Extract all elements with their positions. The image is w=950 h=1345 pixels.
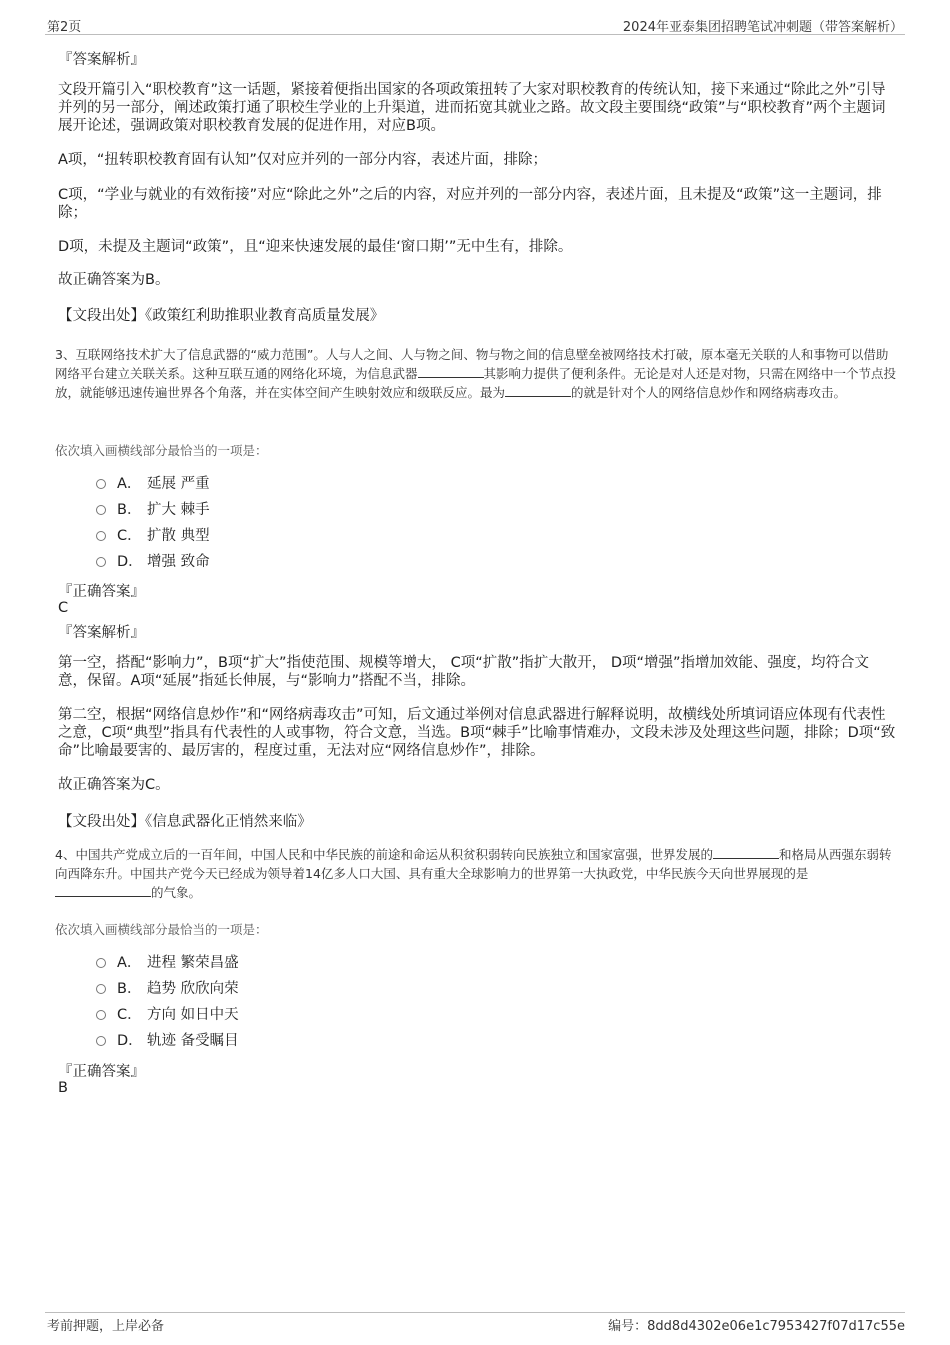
question-instruction: 依次填入画横线部分最恰当的一项是： [55, 922, 268, 937]
analysis-paragraph: A项，“扭转职校教育固有认知”仅对应并列的一部分内容，表述片面，排除； [58, 152, 547, 168]
option-a[interactable]: A． 进程 繁荣昌盛 [96, 953, 239, 973]
correct-answer-label: 『正确答案』 [58, 1064, 145, 1080]
option-d[interactable]: D． 增强 致命 [96, 552, 210, 572]
radio-icon[interactable] [96, 557, 106, 567]
analysis-paragraph: 文段开篇引入“职校教育”这一话题，紧接着便指出国家的各项政策扭转了大家对职校教育的传统认知，接下来通过“除此之外”引导并列的另一部分，阐述政策打通了职校生学业的上升渠道，进而拓宽其就业之路。故文段主要围绕“政策”与“职校教育”两个主题词展开论述，强调政策对职校教育发展的促进作用，对应B项。 [58, 82, 886, 134]
radio-icon[interactable] [96, 1036, 106, 1046]
footer-slogan: 考前押题，上岸必备 [47, 1319, 165, 1334]
option-b[interactable]: B． 趋势 欣欣向荣 [96, 979, 239, 999]
option-d[interactable]: D． 轨迹 备受瞩目 [96, 1031, 239, 1051]
option-a[interactable]: A． 延展 严重 [96, 474, 210, 494]
source-citation: 【文段出处】《信息武器化正悄然来临》 [58, 814, 312, 830]
analysis-paragraph: 第一空，搭配“影响力”，B项“扩大”指使范围、规模等增大， C项“扩散”指扩大散开， D项“增强”指增加效能、强度，均符合文意，保留。A项“延展”指延长伸展，与“影响力”搭配不当，排除。 [58, 655, 870, 689]
radio-icon[interactable] [96, 505, 106, 515]
answer-conclusion: 故正确答案为C。 [58, 777, 170, 793]
fill-blank [713, 846, 779, 859]
source-citation: 【文段出处】《政策红利助推职业教育高质量发展》 [58, 308, 385, 324]
document-id: 编号：8dd8d4302e06e1c7953427f07d17c55e [608, 1319, 905, 1334]
radio-icon[interactable] [96, 479, 106, 489]
analysis-paragraph: 第二空，根据“网络信息炒作”和“网络病毒攻击”可知，后文通过举例对信息武器进行解释说明，故横线处所填词语应体现有代表性之意，C项“典型”指具有代表性的人或事物，符合文意，当选。B项“棘手”比喻事情难办，文段未涉及处理这些问题，排除；D项“致命”比喻最要害的、最厉害的，程度过重，无法对应“网络信息炒作”，排除。 [58, 707, 896, 759]
question-3-stem: 3、互联网络技术扩大了信息武器的“威力范围”。人与人之间、人与物之间、物与物之间的信息壁垒被网络技术打破，原本毫无关联的人和事物可以借助网络平台建立关联关系。这种互联互通的网络化环境，为信息武器 其影响力提供了便利条件。无论是对人还是对物，只需在网络中一个节点投放，就能够迅速传遍世界各个角落，并在实体空间产生映射效应和级联反应。最为 的就是针对个人的网络信息炒作和网络病毒攻击。 [55, 347, 897, 400]
radio-icon[interactable] [96, 531, 106, 541]
correct-answer: B [58, 1080, 68, 1096]
radio-icon[interactable] [96, 984, 106, 994]
option-c[interactable]: C． 方向 如日中天 [96, 1005, 239, 1025]
page-header [45, 14, 905, 35]
question-4-stem: 4、中国共产党成立后的一百年间，中国人民和中华民族的前途和命运从积贫积弱转向民族独立和国家富强，世界发展的 和格局从西强东弱转向西降东升。中国共产党今天已经成为领导着14亿多人口大国、具有重大全球影响力的世界第一大执政党，中华民族今天向世界展现的是的气象。 [55, 847, 892, 900]
fill-blank [505, 384, 571, 397]
radio-icon[interactable] [96, 1010, 106, 1020]
correct-answer-label: 『正确答案』 [58, 584, 145, 600]
analysis-label: 『答案解析』 [58, 625, 145, 641]
option-c[interactable]: C． 扩散 典型 [96, 526, 210, 546]
document-title: 2024年亚泰集团招聘笔试冲刺题（带答案解析） [622, 20, 903, 35]
page-footer [45, 1312, 905, 1334]
fill-blank [55, 884, 151, 897]
analysis-paragraph: C项，“学业与就业的有效衔接”对应“除此之外”之后的内容，对应并列的一部分内容，表述片面，且未提及“政策”这一主题词，排除； [58, 187, 882, 221]
fill-blank [418, 365, 484, 378]
analysis-paragraph: D项，未提及主题词“政策”，且“迎来快速发展的最佳‘窗口期’”无中生有，排除。 [58, 239, 573, 255]
radio-icon[interactable] [96, 958, 106, 968]
page-number: 第2页 [47, 20, 82, 35]
option-b[interactable]: B． 扩大 棘手 [96, 500, 210, 520]
correct-answer: C [58, 600, 69, 616]
question-instruction: 依次填入画横线部分最恰当的一项是： [55, 443, 268, 458]
answer-conclusion: 故正确答案为B。 [58, 272, 170, 288]
analysis-label: 『答案解析』 [58, 52, 145, 68]
